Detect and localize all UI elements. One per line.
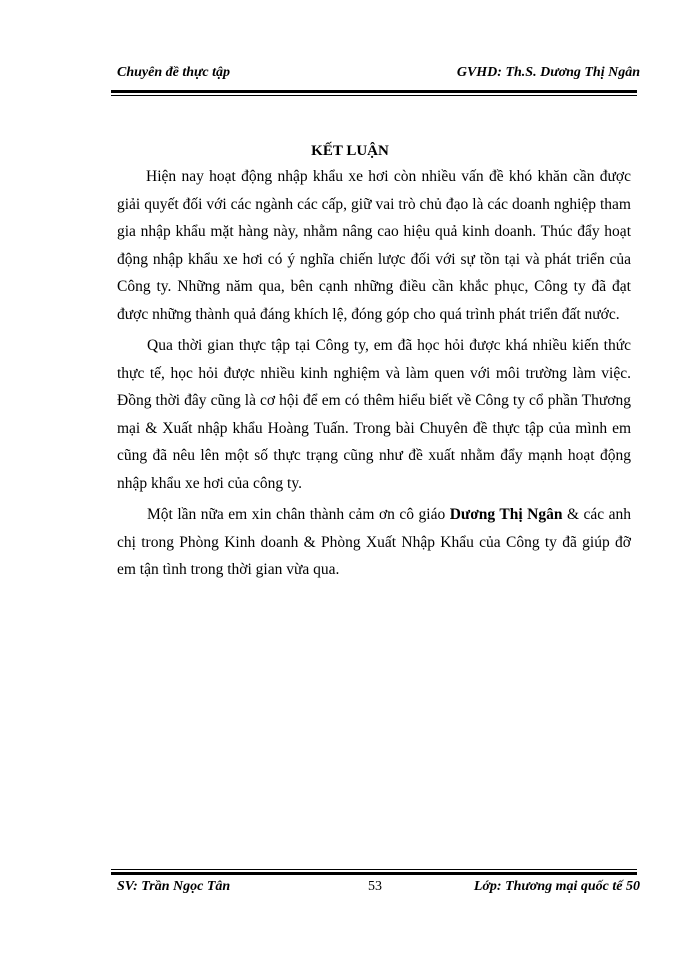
paragraph-2: Qua thời gian thực tập tại Công ty, em đã học hỏi được khá nhiều kiến thức thực tế, học hỏi được nhiều kinh nghiệm và làm quen với môi trường làm việc. Đồng thời đây cũng là cơ hội để em có thêm hiểu biết về Công ty cổ phần Thương mại & Xuất nhập khẩu Hoàng Tuấn. Trong bài Chuyên đề thực tập của mình em cũng đã nêu lên một số thực trạng cũng như đề xuất nhằm đẩy mạnh hoạt động nhập khẩu xe hơi của công ty. — [117, 337, 631, 492]
header-divider-thick — [111, 90, 637, 93]
page-header — [117, 62, 640, 88]
page-footer — [117, 876, 640, 900]
body-text — [117, 163, 631, 588]
paragraph-1: Hiện nay hoạt động nhập khẩu xe hơi còn nhiều vấn đề khó khăn cần được giải quyết đối với các ngành các cấp, giữ vai trò chủ đạo là các doanh nghiệp tham gia nhập khẩu mặt hàng này, nhằm nâng cao hiệu quả kinh doanh. Thúc đẩy hoạt động nhập khẩu xe hơi có ý nghĩa chiến lược đối với sự tồn tại và phát triển của Công ty. Những năm qua, bên cạnh những điều cần khắc phục, Công ty đã đạt được những thành quả đáng khích lệ, đóng góp cho quá trình phát triển đất nước. — [117, 168, 631, 323]
footer-student-name: SV: Trần Ngọc Tân — [117, 879, 231, 894]
header-document-type: Chuyên đề thực tập — [117, 65, 231, 80]
page-number: 53 — [368, 879, 382, 894]
section-title: KẾT LUẬN — [311, 143, 389, 159]
header-supervisor: GVHD: Th.S. Dương Thị Ngân — [456, 65, 640, 80]
paragraph-3 — [117, 501, 631, 584]
footer-divider-thin — [111, 869, 637, 870]
header-divider-thin — [111, 95, 637, 96]
footer-divider-thick — [111, 872, 637, 875]
paragraph-3-intro: Một lần nữa em xin chân thành cảm ơn cô giáo — [147, 506, 450, 523]
footer-class-name: Lớp: Thương mại quốc tế 50 — [473, 879, 640, 894]
paragraph-3-rest: & các anh chị trong Phòng Kinh doanh & Phòng Xuất Nhập Khẩu của Công ty đã giúp đỡ em tận tình trong thời gian vừa qua. — [117, 506, 631, 578]
supervisor-name: Dương Thị Ngân — [449, 506, 563, 523]
